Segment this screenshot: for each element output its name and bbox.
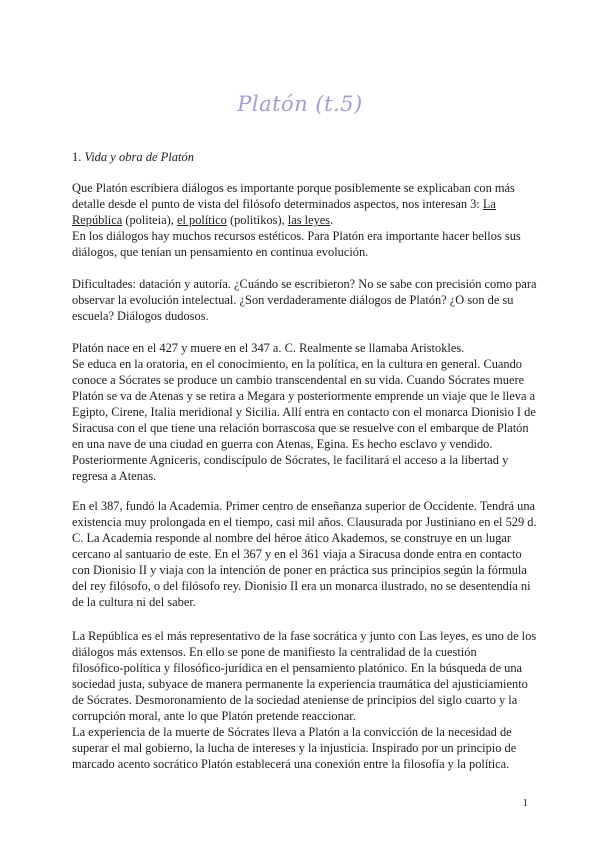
paragraph-dialogos	[72, 180, 530, 260]
text-line: En los diálogos hay muchos recursos estéticos. Para Platón era importante hacer bellos sus	[72, 229, 521, 243]
text-line: Se educa en la oratoria, en el conocimiento, en la política, en la cultura en general. Cuando	[72, 357, 523, 371]
text-segment: (politeia),	[122, 213, 177, 227]
text-line: conoce a Sócrates se produce un cambio transcendental en su vida. Cuando Sócrates muere	[72, 373, 525, 387]
text-line: La experiencia de la muerte de Sócrates lleva a Platón a la convicción de la necesidad de	[72, 725, 512, 739]
text-line: Posteriormente Agniceris, condiscípulo de Sócrates, le facilitará el acceso a la libertad y	[72, 453, 509, 467]
text-line	[72, 196, 530, 212]
text-line: Siracusa con el que tiene una relación borrascosa que se resuelve con el embarque de Platón	[72, 421, 529, 435]
paragraph-dificultades	[72, 276, 537, 324]
section-title: Vida y obra de Platón	[84, 150, 194, 164]
text-line: superar el mal gobierno, la lucha de intereses y la injusticia. Inspirado por un principio de	[72, 741, 517, 755]
section-heading	[72, 150, 194, 165]
text-line: Platón nace en el 427 y muere en el 347 a. C. Realmente se llamaba Aristokles.	[72, 341, 465, 355]
text-line: Que Platón escribiera diálogos es importante porque posiblemente se explicaban con más	[72, 181, 515, 195]
text-line: diálogos más extensos. En ello se pone de manifiesto la centralidad de la cuestión	[72, 645, 477, 659]
underlined-term: el político	[176, 213, 227, 227]
page-title: Platón (t.5)	[237, 92, 363, 116]
text-line: C. La Academia responde al nombre del héroe ático Akademos, se construye en un lugar	[72, 531, 512, 545]
text-line	[72, 212, 530, 228]
text-line: Platón se va de Atenas y se retira a Megara y posteriormente emprende un viaje que le lleva a	[72, 389, 536, 403]
underlined-term: las leyes	[287, 213, 331, 227]
text-line: del rey filósofo, o del filósofo rey. Dionisio II era un monarca ilustrado, no se desentendía ni	[72, 579, 531, 593]
text-line: de la cultura ni del saber.	[72, 595, 196, 609]
text-line: en una nave de una ciudad en guerra con Atenas, Egina. Es hecho esclavo y vendido.	[72, 437, 493, 451]
text-line: cercano al santuario de este. En el 367 y en el 361 viaja a Siracusa donde entra en contacto	[72, 547, 522, 561]
text-line: Egipto, Cirene, Italia meridional y Sicilia. Allí entra en contacto con el monarca Dionisio I de	[72, 405, 536, 419]
underlined-term: República	[72, 213, 123, 227]
text-line: La República es el más representativo de la fase socrática y junto con Las leyes, es uno de los	[72, 629, 537, 643]
text-segment: detalle desde el punto de vista del filósofo determinados aspectos, nos interesan 3:	[72, 197, 480, 211]
text-segment: (politikos),	[226, 213, 288, 227]
page-number: 1	[522, 797, 528, 809]
text-line: observar la evolución intelectual. ¿Son verdaderamente diálogos de Platón? ¿O son de su	[72, 293, 514, 307]
paragraph-academia	[72, 498, 537, 610]
underlined-term: La	[482, 197, 496, 211]
text-line: Dificultades: datación y autoría. ¿Cuándo se escribieron? No se sabe con precisión como para	[72, 277, 537, 291]
text-line: regresa a Atenas.	[72, 469, 157, 483]
text-line: escuela? Diálogos dudosos.	[72, 309, 209, 323]
text-segment: .	[330, 213, 334, 227]
text-line: corrupción moral, ante lo que Platón pretende reaccionar.	[72, 709, 356, 723]
paragraph-biografia	[72, 340, 536, 484]
text-line: con Dionisio II y viaja con la intención de poner en práctica sus principios según la fórmula	[72, 563, 527, 577]
text-line: filosófico-política y filosófico-jurídica en el pensamiento platónico. En la búsqueda de una	[72, 661, 523, 675]
text-line: En el 387, fundó la Academia. Primer centro de enseñanza superior de Occidente. Tendrá una	[72, 499, 536, 513]
paragraph-republica	[72, 628, 537, 772]
text-line: diálogos, que tenían un pensamiento en continua evolución.	[72, 245, 369, 259]
text-line: existencia muy prolongada en el tiempo, casi mil años. Clausurada por Justiniano en el 529 d.	[72, 515, 537, 529]
text-line: sociedad justa, subyace de manera permanente la experiencia traumática del ajusticiamiento	[72, 677, 528, 691]
section-number: 1.	[72, 150, 82, 164]
text-line: marcado acento socrático Platón establecerá una conexión entre la filosofía y la política.	[72, 757, 510, 771]
text-line: de Sócrates. Desmoronamiento de la sociedad ateniense de principios del siglo cuarto y la	[72, 693, 518, 707]
